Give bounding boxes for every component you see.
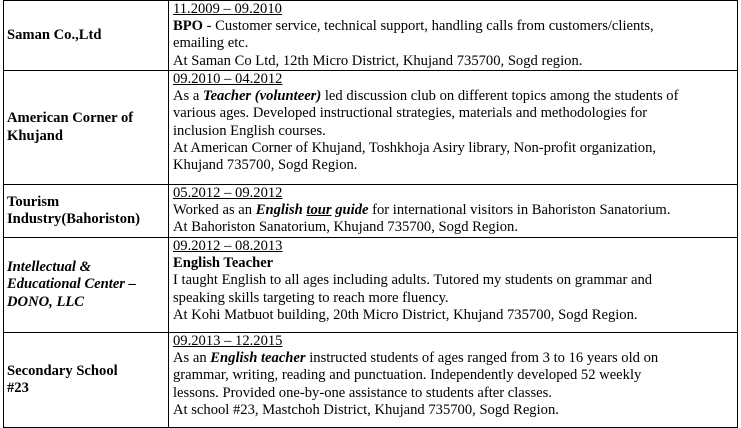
employer-name-line: Educational Center –: [7, 276, 136, 293]
employer-name-line: #23: [7, 380, 29, 396]
location-line: At Kohi Matbuot building, 20th Micro District, Khujand 735700, Sogd Region.: [173, 306, 638, 323]
details-cell: [169, 1, 738, 71]
description-text: led discussion club on different topics among the students of: [321, 88, 679, 105]
location-line: At American Corner of Khujand, Toshkhoja Asiry library, Non-profit organization,: [173, 139, 657, 156]
table-row: [4, 71, 738, 185]
role-title-part: tour: [306, 202, 332, 219]
details-cell: [169, 238, 738, 333]
employer-cell: [4, 71, 169, 185]
employer-name-line: Tourism: [7, 193, 60, 210]
description-text: - Customer service, technical support, handling calls from customers/clients,: [203, 18, 654, 35]
description-prefix: As an: [173, 350, 211, 367]
details-cell: [169, 333, 738, 428]
location-line: At Bahoriston Sanatorium, Khujand 735700, Sogd Region.: [173, 219, 518, 236]
role-title-part: guide: [331, 202, 369, 219]
location-line: Khujand 735700, Sogd Region.: [173, 157, 358, 174]
date-range: 09.2013 – 12.2015: [173, 333, 283, 349]
description-line: grammar, writing, reading and punctuation. Independently developed 52 weekly: [173, 367, 642, 384]
description-line: various ages. Developed instructional strategies, materials and methodologies for: [173, 105, 648, 122]
role-title: BPO: [173, 18, 203, 35]
description-text: for international visitors in Bahoriston Sanatorium.: [368, 202, 671, 219]
employer-name-line: Industry(Bahoriston): [7, 211, 140, 227]
employer-cell: [4, 185, 169, 238]
employer-name: Saman Co.,Ltd: [7, 26, 102, 43]
description-line: lessons. Provided one-by-one assistance to students after classes.: [173, 384, 552, 401]
details-cell: [169, 185, 738, 238]
description-line: emailing etc.: [173, 35, 249, 52]
description-prefix: As a: [173, 88, 203, 105]
description-line: [173, 350, 733, 367]
date-range: 11.2009 – 09.2010: [173, 1, 282, 17]
employer-name-line: DONO, LLC: [7, 293, 85, 310]
details-cell: [169, 71, 738, 185]
date-range: 09.2012 – 08.2013: [173, 238, 283, 254]
employer-name-line: American Corner of: [7, 110, 134, 127]
description-line: [173, 18, 733, 35]
description-line: I taught English to all ages including adults. Tutored my students on grammar and: [173, 272, 653, 289]
table-row: [4, 333, 738, 428]
employer-cell: [4, 333, 169, 428]
table-row: [4, 185, 738, 238]
table-row: [4, 1, 738, 71]
date-range: 05.2012 – 09.2012: [173, 185, 283, 201]
employer-cell: [4, 1, 169, 71]
location-line: At Saman Co Ltd, 12th Micro District, Khujand 735700, Sogd region.: [173, 52, 583, 69]
table-row: [4, 238, 738, 333]
description-text: instructed students of ages ranged from 3 to 16 years old on: [305, 350, 659, 367]
location-line: At school #23, Mastchoh District, Khujand 735700, Sogd Region.: [173, 401, 559, 418]
description-line: inclusion English courses.: [173, 122, 326, 139]
description-prefix: Worked as an: [173, 202, 256, 219]
employer-cell: [4, 238, 169, 333]
role-title: Teacher (volunteer): [203, 88, 322, 105]
experience-table: [3, 0, 738, 428]
employer-name-line: Secondary School: [7, 362, 118, 379]
description-line: speaking skills targeting to reach more fluency.: [173, 289, 449, 306]
employer-name-line: Intellectual &: [7, 259, 91, 276]
description-line: [173, 88, 733, 105]
employer-name-line: Khujand: [7, 127, 63, 144]
role-title: English teacher: [210, 350, 306, 367]
date-range: 09.2010 – 04.2012: [173, 71, 283, 87]
role-title-part: English: [255, 202, 307, 219]
role-title: English Teacher: [173, 255, 274, 272]
description-line: [173, 202, 733, 219]
